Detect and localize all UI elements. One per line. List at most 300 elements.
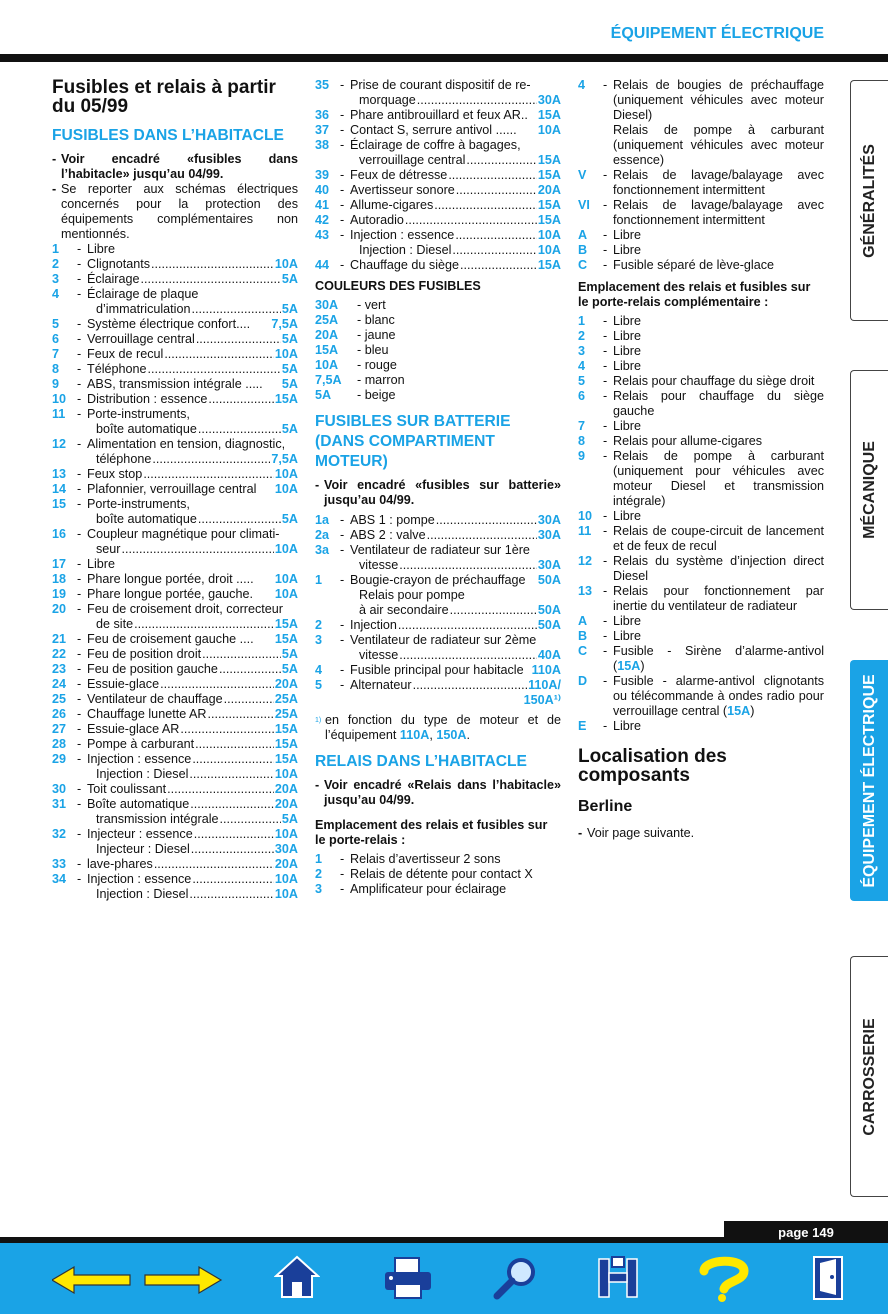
section-title-habitacle: FUSIBLES DANS L’HABITACLE	[52, 127, 284, 144]
item-body	[87, 602, 298, 632]
item-number: 30	[52, 782, 67, 796]
list-item	[52, 437, 298, 467]
fuse-colors-list	[315, 298, 561, 403]
fuse-amp: 30A	[315, 298, 339, 312]
item-body	[350, 108, 561, 123]
leader-dots	[198, 422, 281, 437]
leader-dots	[195, 737, 274, 752]
item-text: Feu de croisement droit, correcteur	[87, 602, 283, 616]
item-line	[350, 648, 561, 663]
item-body	[87, 377, 298, 392]
item-text: Libre	[87, 242, 116, 256]
item-value: 15A	[274, 737, 298, 751]
leader-dots	[398, 618, 537, 633]
item-text: Allume-cigares	[350, 198, 434, 212]
item-dash: -	[77, 647, 82, 661]
list-item	[315, 138, 561, 168]
item-line	[87, 827, 298, 842]
item-text: )	[750, 704, 755, 718]
item-text: Relais de coupe-circuit de lancement et de feux de recul	[613, 524, 824, 553]
relais-list	[315, 852, 561, 897]
item-number: 33	[52, 857, 67, 871]
leader-dots	[220, 812, 281, 827]
item-number: 16	[52, 527, 67, 541]
item-text: Distribution : essence	[87, 392, 208, 406]
magnifier-icon[interactable]	[493, 1256, 539, 1300]
index-icon[interactable]	[595, 1255, 641, 1301]
list-item	[52, 497, 298, 527]
item-value: 15A	[274, 722, 298, 736]
bullet-1: - Voir encadré «fusibles dans l’habitacle» jusqu’au 04/99.	[52, 152, 298, 181]
list-item	[52, 857, 298, 872]
item-value: 7,5A	[271, 452, 298, 466]
item-value: 5A	[281, 377, 298, 391]
berline-bullet: - Voir page suivante.	[578, 826, 695, 840]
item-dash: -	[603, 258, 608, 272]
item-dash: -	[77, 797, 82, 811]
item-number: 22	[52, 647, 67, 661]
list-item	[52, 647, 298, 662]
relais-bullet: - Voir encadré «Relais dans l’habitacle» jusqu’au 04/99.	[315, 778, 561, 807]
item-text: Système électrique confort....	[87, 317, 251, 331]
list-item	[52, 557, 298, 572]
list-item	[578, 329, 824, 344]
item-value: 5A	[281, 662, 298, 676]
item-number: 3	[52, 272, 60, 286]
item-body	[87, 257, 298, 272]
column-3	[578, 78, 824, 841]
item-dash: -	[340, 852, 345, 866]
item-dash: -	[603, 243, 608, 257]
item-body	[350, 228, 561, 258]
color-row	[315, 328, 561, 343]
item-body	[350, 678, 561, 708]
list-item	[52, 692, 298, 707]
tab-equipement-electrique[interactable]: ÉQUIPEMENT ÉLECTRIQUE	[850, 660, 888, 901]
list-item	[52, 797, 298, 827]
fuse-list-habitacle-cont	[315, 78, 561, 273]
leader-dots	[436, 513, 537, 528]
item-dash: -	[340, 633, 345, 647]
item-text: Injection : essence	[87, 752, 192, 766]
item-text: Libre	[613, 314, 642, 328]
item-dash: -	[340, 573, 345, 587]
exit-icon[interactable]	[810, 1255, 846, 1301]
item-text: Feu de position gauche	[87, 662, 218, 676]
leader-dots	[427, 528, 537, 543]
item-text: Verrouillage central	[87, 332, 195, 346]
item-line	[87, 857, 298, 872]
item-dash: -	[603, 419, 608, 433]
item-line	[87, 722, 298, 737]
battery-bullet: - Voir encadré «fusibles sur batterie» jusqu’au 04/99.	[315, 478, 561, 507]
item-body	[87, 437, 298, 467]
item-number: 1a	[315, 513, 330, 527]
item-body	[87, 647, 298, 662]
relais-subtitle-2: Emplacement des relais et fusibles sur le porte-relais complémentaire :	[578, 280, 811, 309]
leader-dots	[189, 887, 273, 902]
list-item	[315, 213, 561, 228]
item-number: 24	[52, 677, 67, 691]
item-dash: -	[77, 392, 82, 406]
item-text: Ventilateur de chauffage	[87, 692, 223, 706]
item-text: Libre	[613, 629, 642, 643]
item-value: 30A	[274, 842, 298, 856]
home-icon[interactable]	[274, 1254, 320, 1300]
item-number: 1	[315, 573, 323, 587]
item-body	[87, 557, 298, 572]
item-line	[350, 693, 561, 708]
list-item	[315, 678, 561, 708]
list-item	[52, 722, 298, 737]
color-row	[315, 388, 561, 403]
item-value: 15A	[537, 108, 561, 122]
item-body	[87, 332, 298, 347]
colors-title: COULEURS DES FUSIBLES	[315, 279, 481, 293]
item-line	[350, 258, 561, 273]
battery-fuse-list	[315, 513, 561, 708]
item-text: Prise de courant dispositif de re-	[350, 78, 531, 92]
item-line	[350, 228, 561, 243]
item-line	[87, 737, 298, 752]
item-value: 50A	[537, 573, 561, 587]
item-number: 4	[578, 359, 586, 373]
tab-mecanique[interactable]: MÉCANIQUE	[850, 370, 888, 610]
item-text: Essuie-glace AR	[87, 722, 180, 736]
item-dash: -	[77, 482, 82, 496]
item-number: 8	[578, 434, 586, 448]
item-dash: -	[340, 543, 345, 557]
list-item	[315, 78, 561, 108]
item-value: 20A	[537, 183, 561, 197]
item-text: Éclairage de coffre à bagages,	[350, 138, 521, 152]
fuse-color: - rouge	[357, 358, 397, 372]
leader-dots	[154, 857, 274, 872]
item-value: 150A¹⁾	[523, 693, 561, 707]
item-dash: -	[340, 513, 345, 527]
item-text: Libre	[613, 419, 642, 433]
item-dash: -	[340, 78, 345, 92]
list-item	[578, 359, 824, 374]
item-body	[613, 389, 824, 419]
list-item	[578, 449, 824, 509]
item-dash: -	[77, 272, 82, 286]
item-number: 12	[578, 554, 593, 568]
leader-dots	[448, 168, 537, 183]
item-body	[87, 572, 298, 587]
list-item	[578, 629, 824, 644]
item-value: 5A	[281, 332, 298, 346]
item-dash: -	[340, 663, 345, 677]
item-text: Injection : essence	[87, 872, 192, 886]
leader-dots	[399, 648, 537, 663]
item-value: 15A	[537, 153, 561, 167]
item-text: Alimentation en tension, diagnostic,	[87, 437, 286, 451]
item-text: Feux de recul	[87, 347, 164, 361]
item-text: vitesse	[359, 558, 399, 572]
list-item	[578, 719, 824, 734]
list-item	[315, 513, 561, 528]
item-value: 20A	[274, 782, 298, 796]
item-line	[87, 347, 298, 362]
item-number: 26	[52, 707, 67, 721]
item-text: Fusible séparé de lève-glace	[613, 258, 775, 272]
item-text: Relais pour pompe	[359, 588, 465, 602]
item-number: C	[578, 644, 588, 658]
item-number: 44	[315, 258, 330, 272]
item-value: 50A	[537, 618, 561, 632]
item-body	[613, 78, 824, 168]
list-item	[52, 782, 298, 797]
item-body	[613, 228, 824, 243]
item-value: 5A	[281, 272, 298, 286]
item-dash: -	[77, 362, 82, 376]
item-text: morquage	[359, 93, 416, 107]
item-line	[350, 558, 561, 573]
list-item	[52, 362, 298, 377]
list-item	[52, 662, 298, 677]
list-item	[578, 243, 824, 258]
item-text: Autoradio	[350, 213, 404, 227]
item-number: 39	[315, 168, 330, 182]
leader-dots	[466, 153, 536, 168]
item-value: 5A	[281, 362, 298, 376]
help-icon[interactable]	[694, 1255, 750, 1303]
list-item	[315, 183, 561, 198]
item-body	[350, 213, 561, 228]
item-text: Porte-instruments,	[87, 497, 190, 511]
item-value: 10A	[274, 872, 298, 886]
list-item	[52, 287, 298, 317]
list-item	[315, 882, 561, 897]
leader-dots	[160, 677, 274, 692]
item-body	[87, 272, 298, 287]
item-body	[87, 482, 298, 497]
color-row	[315, 343, 561, 358]
relais-list-cont	[578, 78, 824, 273]
item-text: Phare longue portée, gauche.	[87, 587, 253, 601]
item-body	[87, 587, 298, 602]
item-value: 50A	[537, 603, 561, 617]
item-body	[350, 543, 561, 573]
item-value: 15A	[537, 213, 561, 227]
list-item	[578, 554, 824, 584]
item-number: 4	[52, 287, 60, 301]
item-number: 25	[52, 692, 67, 706]
list-item	[52, 572, 298, 587]
list-item	[315, 168, 561, 183]
leader-dots	[141, 272, 281, 287]
leader-dots	[192, 872, 274, 887]
leader-dots	[151, 257, 274, 272]
item-text: Chauffage du siège	[350, 258, 460, 272]
item-value: 15A	[274, 392, 298, 406]
item-number: 10	[578, 509, 593, 523]
item-dash: -	[603, 168, 608, 182]
item-body	[87, 407, 298, 437]
item-value: 10A	[537, 228, 561, 242]
item-value: 30A	[537, 93, 561, 107]
item-dash: -	[603, 449, 608, 463]
item-text: Injection : essence	[350, 228, 455, 242]
item-number: 38	[315, 138, 330, 152]
item-body	[350, 198, 561, 213]
item-text: Fusible principal pour habitacle	[350, 663, 524, 677]
footer-toolbar	[0, 1243, 888, 1314]
item-line	[350, 168, 561, 183]
item-body	[87, 497, 298, 527]
item-number: 31	[52, 797, 67, 811]
item-body	[350, 618, 561, 633]
list-item	[315, 618, 561, 633]
item-body	[350, 183, 561, 198]
item-body	[350, 882, 561, 897]
list-item	[52, 332, 298, 347]
item-text: Feux stop	[87, 467, 143, 481]
leader-dots	[450, 603, 537, 618]
section-header: ÉQUIPEMENT ÉLECTRIQUE	[610, 25, 824, 42]
item-dash: -	[603, 344, 608, 358]
item-dash: -	[77, 632, 82, 646]
item-dash: -	[340, 168, 345, 182]
leader-dots	[455, 228, 537, 243]
list-item	[578, 168, 824, 198]
item-number: 35	[315, 78, 330, 92]
tab-generalites[interactable]: GÉNÉRALITÉS	[850, 80, 888, 321]
item-number: B	[578, 243, 588, 257]
item-dash: -	[77, 782, 82, 796]
leader-dots	[148, 362, 281, 377]
item-number: 14	[52, 482, 67, 496]
item-number: 4	[578, 78, 586, 92]
tab-carrosserie[interactable]: CARROSSERIE	[850, 956, 888, 1197]
item-value: 110A/	[528, 678, 561, 692]
list-item	[578, 584, 824, 614]
item-line	[87, 812, 298, 827]
item-dash: -	[77, 662, 82, 676]
item-text: Éclairage de plaque	[87, 287, 199, 301]
item-text: Relais de pompe à carburant (uniquement véhicules avec moteur essence)	[613, 123, 824, 167]
item-number: 7	[578, 419, 586, 433]
list-item	[52, 737, 298, 752]
item-text: Chauffage lunette AR	[87, 707, 207, 721]
item-text: Libre	[87, 557, 116, 571]
item-text: Relais pour chauffage du siège droit	[613, 374, 815, 388]
page-title: Fusibles et relais à partir du 05/99	[52, 77, 276, 117]
item-dash: -	[603, 198, 608, 212]
list-item	[52, 527, 298, 557]
printer-icon[interactable]	[383, 1256, 433, 1300]
section-title-relais: RELAIS DANS L’HABITACLE	[315, 753, 527, 770]
item-line	[87, 647, 298, 662]
leader-dots	[152, 452, 270, 467]
item-number: 9	[52, 377, 60, 391]
item-text: Injection : Diesel	[359, 243, 452, 257]
item-number: 9	[578, 449, 586, 463]
item-dash: -	[603, 228, 608, 242]
item-number: 21	[52, 632, 67, 646]
top-rule	[0, 54, 888, 62]
item-number: 5	[578, 374, 586, 388]
item-dash: -	[340, 108, 345, 122]
item-dash: -	[603, 78, 608, 92]
item-number: 43	[315, 228, 330, 242]
item-line	[87, 872, 298, 887]
list-item	[52, 347, 298, 362]
arrow-left-icon[interactable]	[52, 1265, 132, 1295]
item-text: Injection	[350, 618, 397, 632]
item-body	[350, 528, 561, 543]
item-dash: -	[77, 257, 82, 271]
item-body	[613, 168, 824, 198]
item-body	[613, 198, 824, 228]
item-number: 13	[52, 467, 67, 481]
column-2	[315, 78, 561, 897]
item-body	[87, 632, 298, 647]
item-value: 10A	[274, 587, 298, 601]
item-value: 30A	[537, 558, 561, 572]
leader-dots	[180, 722, 273, 737]
item-line	[87, 572, 298, 587]
item-text: Libre	[613, 359, 642, 373]
item-dash: -	[603, 629, 608, 643]
item-text: verrouillage central	[359, 153, 466, 167]
item-value: 15A	[537, 168, 561, 182]
item-dash: -	[603, 674, 608, 688]
leader-dots	[189, 767, 273, 782]
leader-dots	[405, 213, 537, 228]
item-line	[87, 692, 298, 707]
item-body	[350, 138, 561, 168]
arrow-right-icon[interactable]	[143, 1265, 223, 1295]
list-item	[315, 852, 561, 867]
item-body	[87, 662, 298, 677]
item-number: 15	[52, 497, 67, 511]
item-text: Porte-instruments,	[87, 407, 190, 421]
item-number: 3	[578, 344, 586, 358]
item-line	[87, 632, 298, 647]
item-dash: -	[603, 374, 608, 388]
list-item	[52, 467, 298, 482]
item-dash: -	[340, 123, 345, 137]
item-dash: -	[77, 287, 82, 301]
list-item	[578, 344, 824, 359]
item-body	[350, 867, 561, 882]
item-dash: -	[77, 557, 82, 571]
item-number: 23	[52, 662, 67, 676]
list-item	[52, 752, 298, 782]
item-value: 5A	[281, 302, 298, 316]
item-text: téléphone	[96, 452, 152, 466]
item-dash: -	[603, 719, 608, 733]
item-body	[87, 827, 298, 857]
color-row	[315, 313, 561, 328]
item-text: Relais pour fonctionnement par inertie du ventilateur de radiateur	[613, 584, 824, 613]
item-value: 10A	[274, 257, 298, 271]
item-number: 2	[578, 329, 586, 343]
item-dash: -	[77, 347, 82, 361]
item-line	[350, 528, 561, 543]
item-body	[87, 737, 298, 752]
item-value: 25A	[274, 692, 298, 706]
item-line	[350, 243, 561, 258]
item-body	[613, 509, 824, 524]
item-value: 110A	[531, 663, 561, 677]
leader-dots	[198, 512, 281, 527]
item-value: 10A	[274, 767, 298, 781]
item-text: Téléphone	[87, 362, 147, 376]
item-text: à air secondaire	[359, 603, 449, 617]
